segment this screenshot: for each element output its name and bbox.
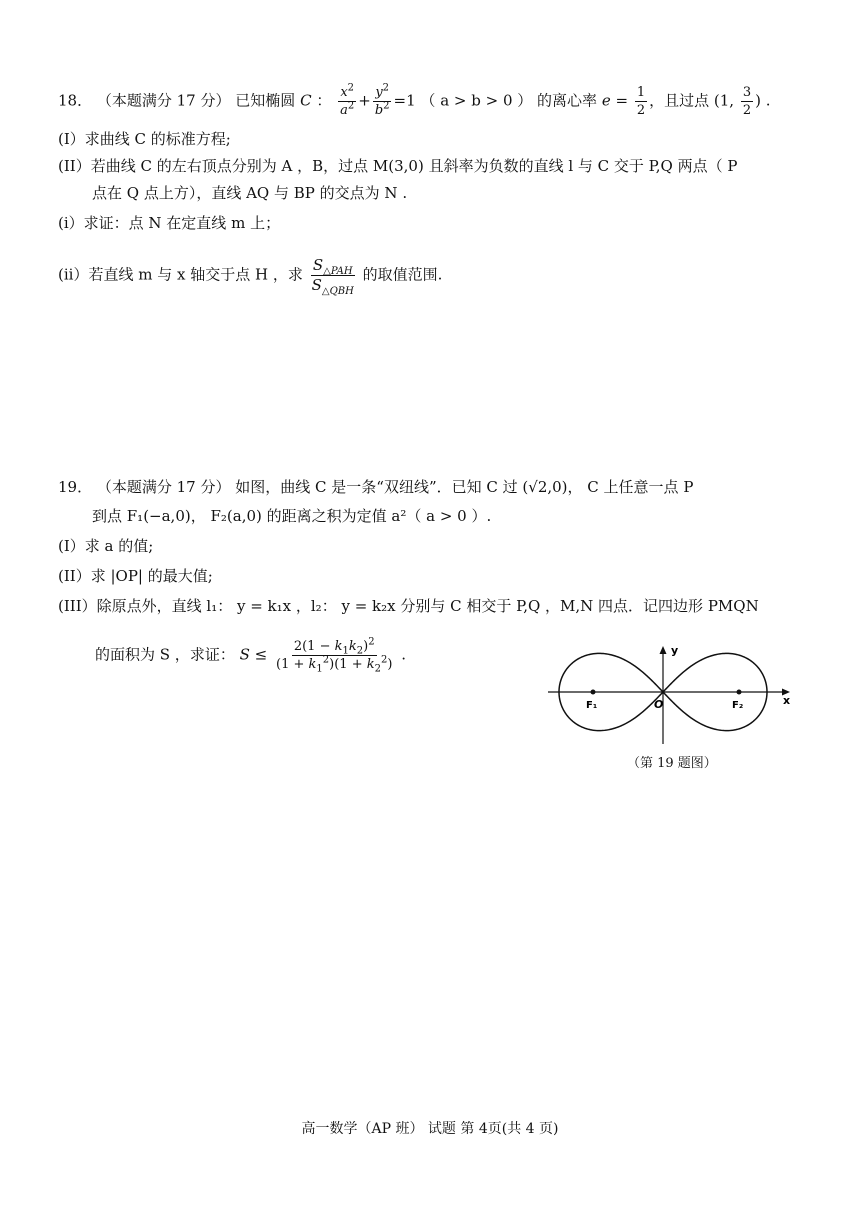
focus-f1: [591, 690, 596, 695]
q18-part1: (I）求曲线 C 的标准方程;: [58, 130, 231, 148]
q18-sub2b: 的取值范围.: [362, 265, 443, 284]
q19-part2: (II）求 |OP| 的最大值;: [58, 567, 213, 585]
label-origin: O: [654, 698, 664, 711]
q19-line1-text: 如图，曲线 C 是一条“双纽线”．已知 C 过 (√2,0)， C 上任意一点 P: [235, 478, 694, 496]
figure-caption: （第 19 题图）: [627, 756, 717, 771]
lemniscate-figure: [540, 640, 800, 750]
q18-frac-y: $\frac{y^2}{b^2}$: [374, 82, 390, 118]
q19-part3b-text: 的面积为 S ，求证：: [95, 645, 235, 664]
page-footer: 高一数学（AP 班） 试题 第 4页(共 4 页): [301, 1121, 559, 1137]
q18-stem-b: 的离心率: [537, 91, 598, 110]
q18-stem-c: ，且过点: [649, 91, 710, 110]
q19-part3: (III）除原点外，直线 l₁： y = k₁x ，l₂： y = k₂x 分别与 C 相交于 P,Q ，M,N 四点．记四边形 PMQN: [58, 597, 759, 615]
q18-eccentricity: $\frac{1}{2}$: [636, 85, 646, 118]
label-f2: F₂: [732, 700, 744, 711]
q18-part2b: 点在 Q 点上方），直线 AQ 与 BP 的交点为 N .: [92, 184, 408, 202]
focus-f2: [737, 690, 742, 695]
q18-point: $\frac{3}{2}$: [742, 85, 752, 118]
q18-stem: 18． （本题满分 17 分） 已知椭圆 C ： $\frac{x^2}{a^2}$ + $\frac{y^2}{b^2}$ =1 （ a > b > 0 ） 的离心率 e = $\frac{1}{2}$ ，且过点 (1, $\frac{3}{2}$ ) .: [58, 82, 771, 118]
label-y: y: [671, 644, 679, 657]
q18-sub1: (i）求证：点 N 在定直线 m 上；: [58, 214, 281, 232]
q18-area-ratio: $\frac{S_{\triangle PAH}}{S_{\triangle QBH}}$: [311, 256, 354, 297]
q19-part1: (I）求 a 的值;: [58, 537, 154, 555]
q18-curve-c: C: [300, 91, 312, 110]
q19-points: （本题满分 17 分）: [96, 478, 231, 496]
q18-number: 18．: [58, 91, 93, 110]
q19-part3b: 的面积为 S ，求证： S ≤ $\frac{2(1 - k_1k_2)^2}{(1 + k_1^2)(1 + k_2^2)}$ .: [95, 636, 406, 675]
q18-points: （本题满分 17 分）: [96, 91, 231, 110]
q18-frac-x: $\frac{x^2}{a^2}$: [340, 82, 355, 118]
q18-condition: （ a > b > 0 ）: [420, 91, 533, 110]
q18-sub2: [58, 256, 443, 297]
q18-part2a: (II）若曲线 C 的左右顶点分别为 A ，B，过点 M(3,0) 且斜率为负数的直线 l 与 C 交于 P,Q 两点（ P: [58, 157, 738, 175]
q19-number: 19．: [58, 478, 93, 496]
q19-line2: 到点 F₁(−a,0)， F₂(a,0) 的距离之积为定值 a²（ a > 0 ）.: [92, 507, 492, 525]
q18-sub2a: (ii）若直线 m 与 x 轴交于点 H ，求: [58, 265, 303, 284]
q19-line1: [58, 476, 693, 498]
label-f1: F₁: [586, 700, 598, 711]
y-axis-arrow: [660, 646, 667, 654]
label-x: x: [783, 694, 791, 707]
q18-stem-a: 已知椭圆: [235, 91, 296, 110]
q19-inequality-frac: $\frac{2(1 - k_1k_2)^2}{(1 + k_1^2)(1 + k_2^2)}$: [276, 636, 393, 675]
